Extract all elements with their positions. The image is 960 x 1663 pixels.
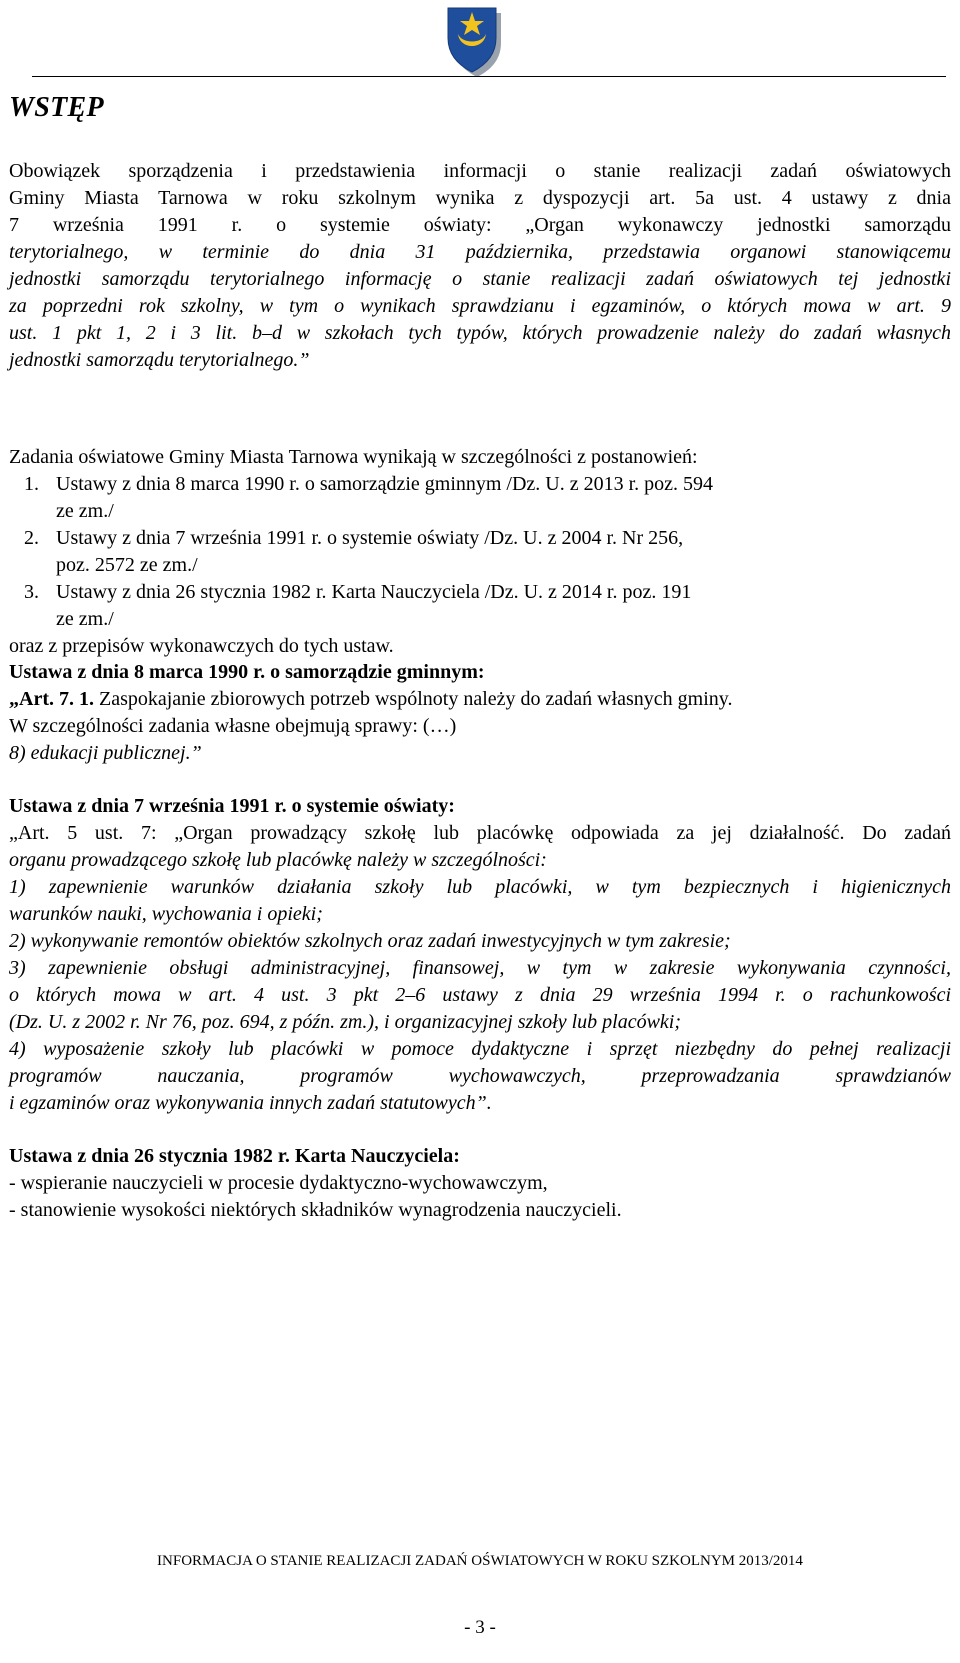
section-karta-nauczyciela bbox=[9, 1143, 951, 1224]
law-text: Ustawy z dnia 8 marca 1990 r. o samorządzie gminnym /Dz. U. z 2013 r. poz. 594 bbox=[56, 473, 714, 495]
section-system-oswiaty bbox=[9, 793, 951, 1117]
article-label: „Art. 7. 1. bbox=[9, 688, 94, 710]
intro-line: Obowiązek sporządzenia i przedstawienia informacji o stanie realizacji zadań oświatowych bbox=[9, 160, 951, 182]
intro-line: Gminy Miasta Tarnowa w roku szkolnym wynika z dyspozycji art. 5a ust. 4 ustawy z dnia bbox=[9, 187, 951, 209]
law-item bbox=[9, 471, 951, 525]
section-heading: Ustawa z dnia 7 września 1991 r. o systemie oświaty: bbox=[9, 795, 455, 817]
intro-line: za poprzedni rok szkolny, w tym o wynikach sprawdzianu i egzaminów, o których mowa w art. 9 bbox=[9, 295, 951, 317]
page-number: - 3 - bbox=[464, 1617, 496, 1638]
section-line: 1) zapewnienie warunków działania szkoły lub placówki, w tym bezpiecznych i higienicznych bbox=[9, 876, 951, 898]
intro-line: terytorialnego, w terminie do dnia 31 października, przedstawia organowi stanowiącemu bbox=[9, 241, 951, 263]
law-text: Ustawy z dnia 26 stycznia 1982 r. Karta Nauczyciela /Dz. U. z 2014 r. poz. 191 bbox=[56, 581, 692, 603]
law-text: Ustawy z dnia 7 września 1991 r. o systemie oświaty /Dz. U. z 2004 r. Nr 256, bbox=[56, 527, 684, 549]
intro-line: jednostki samorządu terytorialnego.” bbox=[9, 349, 310, 371]
section-line: warunków nauki, wychowania i opieki; bbox=[9, 903, 323, 925]
section-line: organu prowadzącego szkołę lub placówkę należy w szczególności: bbox=[9, 849, 547, 871]
section-line bbox=[9, 686, 951, 713]
section-line: programów nauczania, programów wychowawczych, przeprowadzania sprawdzianów bbox=[9, 1065, 951, 1087]
page-title: WSTĘP bbox=[9, 92, 104, 123]
law-number: 3. bbox=[24, 581, 39, 603]
law-item bbox=[9, 579, 951, 633]
section-line: (Dz. U. z 2002 r. Nr 76, poz. 694, z późn. zm.), i organizacyjnej szkoły lub placówki; bbox=[9, 1011, 682, 1033]
intro-line: 7 września 1991 r. o systemie oświaty: „Organ wykonawczy jednostki samorządu bbox=[9, 214, 951, 236]
section-line: „Art. 5 ust. 7: „Organ prowadzący szkołę lub placówkę odpowiada za jej działalność. Do zadań bbox=[9, 822, 951, 844]
list-item: - wspieranie nauczycieli w procesie dydaktyczno-wychowawczym, bbox=[9, 1172, 548, 1194]
article-text: Zaspokajanie zbiorowych potrzeb wspólnoty należy do zadań własnych gminy. bbox=[98, 688, 733, 710]
law-item bbox=[9, 525, 951, 579]
law-text-cont: ze zm./ bbox=[56, 608, 114, 630]
laws-list bbox=[9, 444, 951, 660]
section-line: 8) edukacji publicznej.” bbox=[9, 742, 202, 764]
laws-tail: oraz z przepisów wykonawczych do tych ustaw. bbox=[9, 635, 394, 657]
tasks-lead: Zadania oświatowe Gminy Miasta Tarnowa wynikają w szczególności z postanowień: bbox=[9, 446, 698, 468]
intro-line: ust. 1 pkt 1, 2 i 3 lit. b–d w szkołach tych typów, których prowadzenie należy do zadań własnych bbox=[9, 322, 951, 344]
section-samorzad bbox=[9, 659, 951, 767]
law-text-cont: ze zm./ bbox=[56, 500, 114, 522]
section-heading: Ustawa z dnia 26 stycznia 1982 r. Karta Nauczyciela: bbox=[9, 1145, 460, 1167]
section-line: W szczególności zadania własne obejmują sprawy: (…) bbox=[9, 715, 457, 737]
section-line: o których mowa w art. 4 ust. 3 pkt 2–6 ustawy z dnia 29 września 1994 r. o rachunkowości bbox=[9, 984, 951, 1006]
intro-line: jednostki samorządu terytorialnego informację o stanie realizacji zadań oświatowych tej jednostki bbox=[9, 268, 951, 290]
intro-paragraph bbox=[9, 158, 951, 374]
tarnow-coat-of-arms-icon bbox=[444, 4, 504, 76]
section-line: i egzaminów oraz wykonywania innych zadań statutowych”. bbox=[9, 1092, 492, 1114]
section-line: 4) wyposażenie szkoły lub placówki w pomoce dydaktyczne i sprzęt niezbędny do pełnej realizacji bbox=[9, 1038, 951, 1060]
law-number: 1. bbox=[24, 473, 39, 495]
section-line: 3) zapewnienie obsługi administracyjnej, finansowej, w tym w zakresie wykonywania czynności, bbox=[9, 957, 951, 979]
law-number: 2. bbox=[24, 527, 39, 549]
footer-title: INFORMACJA O STANIE REALIZACJI ZADAŃ OŚWIATOWYCH W ROKU SZKOLNYM 2013/2014 bbox=[157, 1553, 803, 1569]
section-heading: Ustawa z dnia 8 marca 1990 r. o samorządzie gminnym: bbox=[9, 661, 485, 683]
section-line: 2) wykonywanie remontów obiektów szkolnych oraz zadań inwestycyjnych w tym zakresie; bbox=[9, 930, 731, 952]
list-item: - stanowienie wysokości niektórych składników wynagrodzenia nauczycieli. bbox=[9, 1199, 622, 1221]
header-rule bbox=[32, 76, 946, 77]
law-text-cont: poz. 2572 ze zm./ bbox=[56, 554, 198, 576]
